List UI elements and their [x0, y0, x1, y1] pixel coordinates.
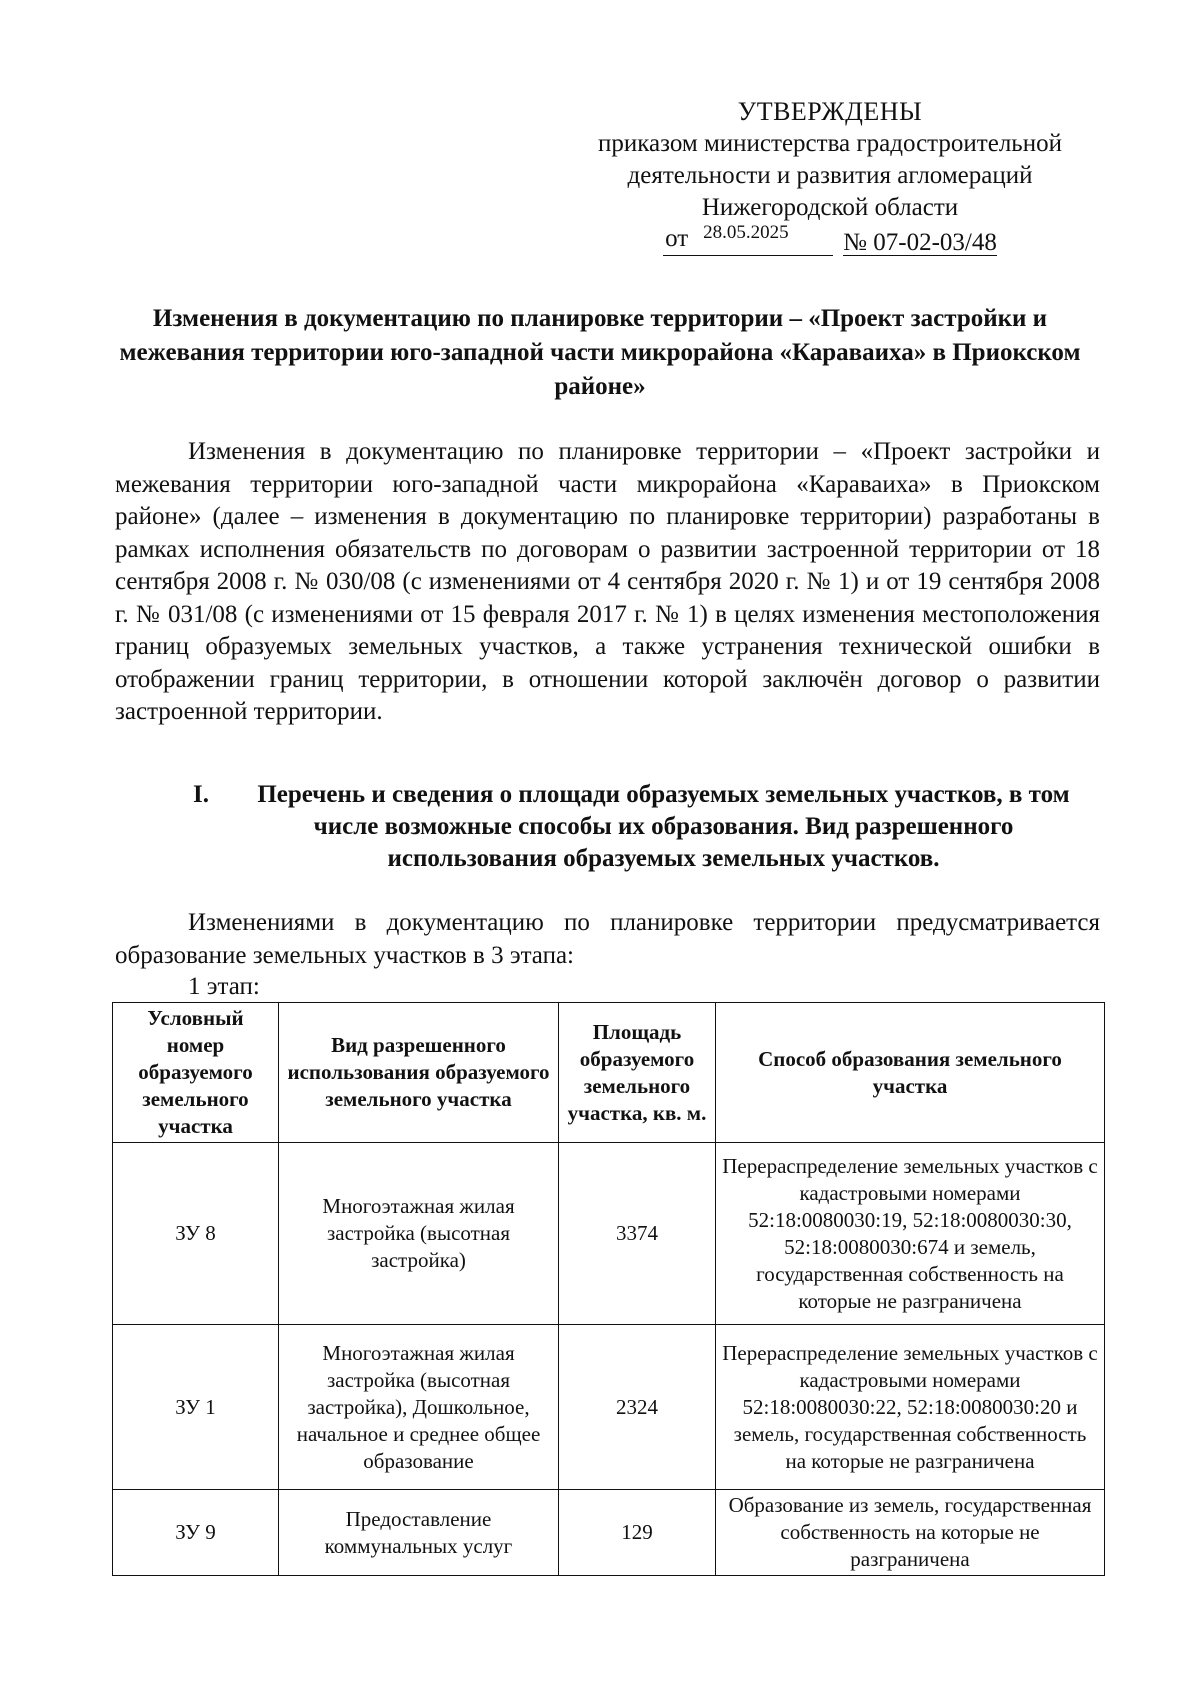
cell-plot-number: ЗУ 9: [113, 1490, 279, 1576]
cell-permitted-use: Предоставление коммунальных услуг: [279, 1490, 559, 1576]
document-title: Изменения в документацию по планировке территории – «Проект застройки и межевания территории юго-западной части микрорайона «Караваиха» в Приокском районе»: [119, 305, 1081, 400]
cell-area: 3374: [559, 1143, 716, 1325]
approval-line-1: приказом министерства градостроительной: [598, 130, 1062, 157]
table-header-row: [113, 1003, 1105, 1143]
approval-title: УТВЕРЖДЕНЫ: [737, 97, 923, 126]
header-permitted-use: Вид разрешенного использования образуемого земельного участка: [279, 1003, 559, 1143]
table-row: [113, 1143, 1105, 1325]
cell-area: 129: [559, 1490, 716, 1576]
approval-stamp: [560, 96, 1100, 256]
section-heading-text: Перечень и сведения о площади образуемых земельных участков, в том числе возможные способы их образования. Вид разрешенного использования образуемых земельных участков.: [257, 781, 1070, 872]
cell-formation-method: Перераспределение земельных участков с кадастровыми номерами 52:18:0080030:22, 52:18:0080030:20 и земель, государственная собственность на которые не разграничена: [716, 1325, 1105, 1490]
approval-line-3: Нижегородской области: [701, 194, 959, 221]
section-1-heading: [115, 779, 1100, 875]
header-formation-method: Способ образования земельного участка: [716, 1003, 1105, 1143]
intro-paragraph: Изменения в документацию по планировке территории – «Проект застройки и межевания территории юго-западной части микрорайона «Караваиха» в Приокском районе» (далее – изменения в документацию по планировке территории) разработаны в рамках исполнения обязательств по договорам о развитии застроенной территории от 18 сентября 2008 г. № 030/08 (с изменениями от 4 сентября 2020 г. № 1) и от 19 сентября 2008 г. № 031/08 (с изменениями от 15 февраля 2017 г. № 1) в целях изменения местоположения границ образуемых земельных участков, а также устранения технической ошибки в отображении границ территории, в отношении которой заключён договор о развитии застроенной территории.: [115, 438, 1100, 725]
table-row: [113, 1325, 1105, 1490]
header-plot-number: Условный номер образуемого земельного участка: [113, 1003, 279, 1143]
cell-permitted-use: Многоэтажная жилая застройка (высотная застройка): [279, 1143, 559, 1325]
cell-plot-number: ЗУ 1: [113, 1325, 279, 1490]
stage-1-label: 1 этап:: [188, 973, 260, 1000]
date-field: [663, 222, 833, 256]
cell-formation-method: Перераспределение земельных участков с кадастровыми номерами 52:18:0080030:19, 52:18:0080030:30, 52:18:0080030:674 и земель, государственная собственность на которые не разграничена: [716, 1143, 1105, 1325]
cell-formation-method: Образование из земель, государственная собственность на которые не разграничена: [716, 1490, 1105, 1576]
stages-paragraph: Изменениями в документацию по планировке территории предусматривается образование земельных участков в 3 этапа:: [115, 909, 1100, 969]
approval-date: 28.05.2025: [703, 222, 789, 243]
date-prefix: от: [665, 225, 689, 252]
header-area: Площадь образуемого земельного участка, кв. м.: [559, 1003, 716, 1143]
approval-date-line: [663, 224, 997, 256]
land-plots-table: [112, 1002, 1105, 1576]
approval-line-2: деятельности и развития агломераций: [627, 162, 1033, 189]
table-row: [113, 1490, 1105, 1576]
cell-area: 2324: [559, 1325, 716, 1490]
cell-plot-number: ЗУ 8: [113, 1143, 279, 1325]
section-numeral: I.: [193, 781, 209, 808]
approval-number: № 07-02-03/48: [843, 229, 997, 256]
cell-permitted-use: Многоэтажная жилая застройка (высотная застройка), Дошкольное, начальное и среднее общее образование: [279, 1325, 559, 1490]
